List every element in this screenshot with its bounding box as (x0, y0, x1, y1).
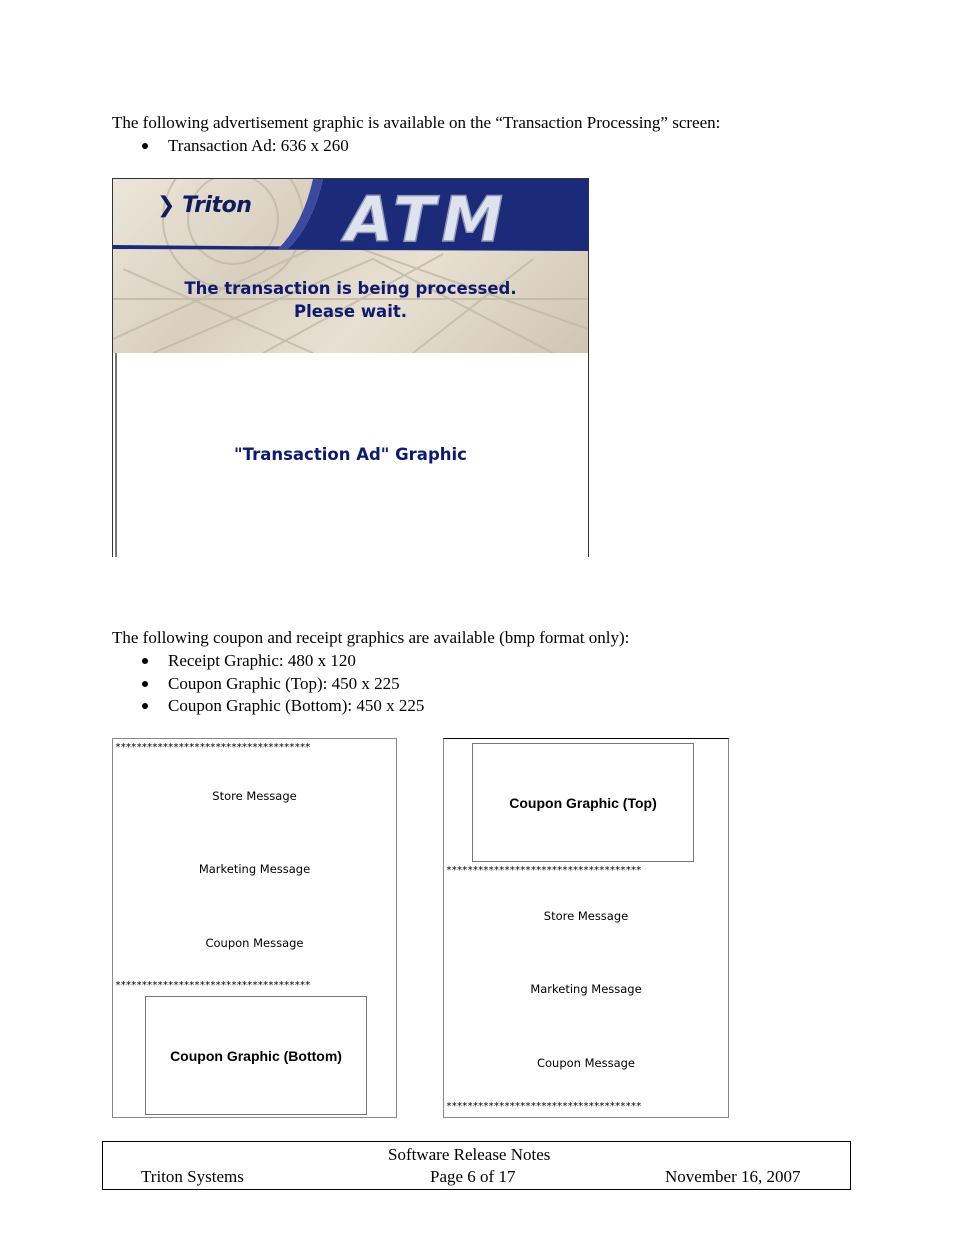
marketing-message: Marketing Message (530, 982, 642, 996)
bullet-icon (142, 703, 148, 709)
footer-company: Triton Systems (141, 1167, 244, 1186)
list-item: Coupon Graphic (Bottom): 450 x 225 (112, 695, 424, 718)
star-divider: ************************************* (446, 1101, 642, 1112)
footer-title: Software Release Notes (388, 1145, 551, 1164)
bullet-icon (142, 143, 148, 149)
footer-page-number: Page 6 of 17 (430, 1167, 516, 1186)
processing-message: The transaction is being processed. Please wait. (184, 279, 517, 321)
coupon-message: Coupon Message (205, 936, 304, 950)
bullet-icon (142, 658, 148, 664)
atm-banner-letters (340, 183, 509, 256)
ad-size-list (112, 135, 349, 158)
atm-screen-header (113, 179, 588, 353)
receipt-right-graphic (443, 738, 729, 1118)
coupon-size-list (112, 650, 424, 718)
atm-transaction-screen-graphic (112, 178, 589, 557)
star-divider: ************************************* (115, 742, 311, 753)
atm-banner-text: ATM (345, 183, 510, 256)
list-item: Receipt Graphic: 480 x 120 (112, 650, 424, 673)
store-message: Store Message (543, 909, 629, 923)
intro-coupon-paragraph: The following coupon and receipt graphics are available (bmp format only): (112, 628, 630, 647)
page-footer (102, 1141, 851, 1190)
marketing-message: Marketing Message (198, 862, 311, 876)
star-divider: ************************************* (115, 980, 311, 991)
receipt-left-graphic (112, 738, 397, 1118)
list-item: Coupon Graphic (Top): 450 x 225 (112, 673, 424, 696)
transaction-ad-caption: "Transaction Ad" Graphic (234, 445, 467, 464)
footer-date: November 16, 2007 (665, 1167, 801, 1186)
bullet-icon (142, 681, 148, 687)
star-divider: ************************************* (446, 865, 642, 876)
triton-logo: ❯ Triton (157, 193, 252, 218)
intro-ad-paragraph: The following advertisement graphic is available on the “Transaction Processing” screen: (112, 113, 721, 132)
store-message: Store Message (212, 789, 297, 803)
coupon-graphic-bottom: Coupon Graphic (Bottom) (145, 996, 367, 1115)
list-item: Transaction Ad: 636 x 260 (112, 135, 349, 158)
coupon-message: Coupon Message (536, 1056, 636, 1070)
coupon-graphic-top: Coupon Graphic (Top) (472, 743, 694, 862)
